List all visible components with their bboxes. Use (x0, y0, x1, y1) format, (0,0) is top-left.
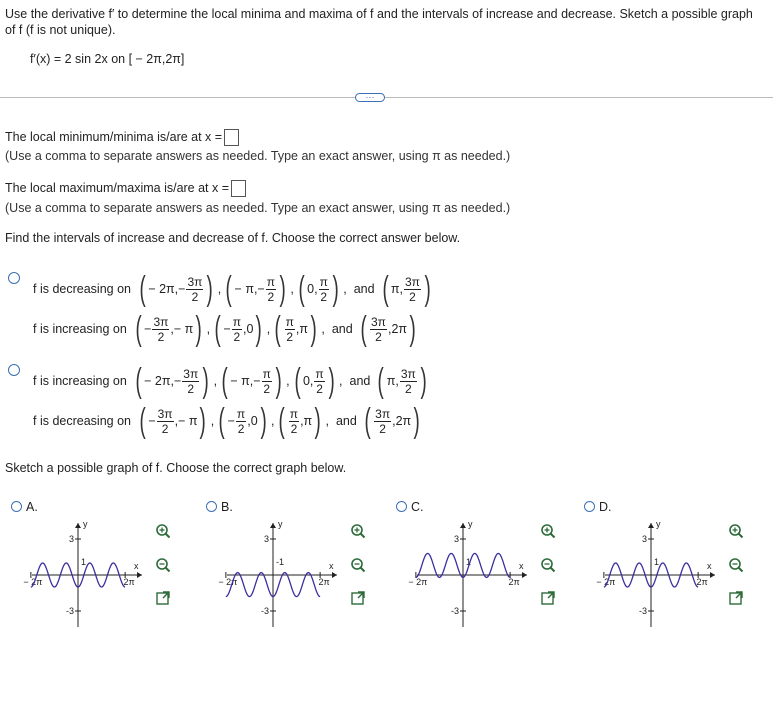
graph-option-3[interactable] (396, 500, 424, 514)
graph-option-letter: B. (221, 500, 233, 514)
choice-1-line-2-label: f is increasing on (33, 322, 127, 336)
section-divider (0, 97, 773, 98)
x-axis-arrow (332, 572, 337, 578)
expand-icon[interactable] (155, 590, 171, 606)
interval-choice-1-radio[interactable] (8, 272, 20, 284)
x-axis-label: x (329, 561, 334, 571)
graph-option-radio[interactable] (11, 501, 22, 512)
graph-plot (408, 515, 535, 635)
interval-choice-2-radio[interactable] (8, 364, 20, 376)
graph-option-letter: A. (26, 500, 38, 514)
y-label-top: 3 (641, 534, 647, 544)
expand-icon[interactable] (350, 590, 366, 606)
x-label-right: 2π (123, 577, 135, 587)
zoom-in-icon[interactable] (155, 523, 171, 539)
choice-1-line-1-label: f is decreasing on (33, 282, 131, 296)
maxima-label: The local maximum/maxima is/are at x = (5, 180, 230, 195)
y-label-top: 3 (68, 534, 74, 544)
x-label-left: − 2π (408, 577, 428, 587)
maxima-input[interactable] (231, 180, 246, 197)
x-axis-label: x (519, 561, 524, 571)
minima-input[interactable] (224, 129, 239, 146)
sketch-prompt: Sketch a possible graph of f. Choose the correct graph below. (5, 461, 347, 475)
maxima-prompt (5, 180, 246, 197)
x-label-left: − 2π (218, 577, 238, 587)
graph-option-1[interactable] (11, 500, 38, 514)
y-axis-label: y (468, 519, 473, 529)
graph-plot (596, 515, 723, 635)
y-axis-label: y (278, 519, 283, 529)
zoom-out-icon[interactable] (728, 557, 744, 573)
y-axis-label: y (83, 519, 88, 529)
y-axis-arrow (648, 523, 654, 528)
x-axis-arrow (522, 572, 527, 578)
graph-option-letter: C. (411, 500, 424, 514)
graph-plot (218, 515, 345, 635)
zoom-in-icon[interactable] (540, 523, 556, 539)
y-label-one: 1 (466, 557, 472, 567)
zoom-out-icon[interactable] (350, 557, 366, 573)
choice-2-line-1-label: f is increasing on (33, 374, 127, 388)
graph-option-radio[interactable] (396, 501, 407, 512)
x-axis-arrow (137, 572, 142, 578)
choice-2-line-2: f is decreasing on ( − $\frac{3\pi}{2}$ , − π ) , ( − $\frac{\pi}{2}$ , 0 ) , ( $\frac{\pi}{2}$ , π ) , and ( $\frac{3\pi}{2}$ , 2π ) (33, 402, 420, 440)
x-label-right: 2π (508, 577, 520, 587)
y-label-one: 1 (81, 557, 87, 567)
y-label-bottom: -3 (450, 606, 459, 616)
zoom-out-icon[interactable] (155, 557, 171, 573)
y-label-bottom: -3 (65, 606, 74, 616)
minima-prompt (5, 129, 239, 146)
intervals-prompt: Find the intervals of increase and decrease of f. Choose the correct answer below. (5, 231, 461, 245)
y-label-bottom: -3 (260, 606, 269, 616)
x-axis-arrow (710, 572, 715, 578)
x-label-left: − 2π (596, 577, 616, 587)
question-instruction: Use the derivative f′ to determine the local minima and maxima of f and the intervals of increase and decrease. Sketch a possible graph of f (f is not unique). (5, 7, 753, 37)
graph-option-letter: D. (599, 500, 612, 514)
choice-2-line-1: f is increasing on ( − 2π, − $\frac{3\pi}{2}$ ) , ( − π, − $\frac{\pi}{2}$ ) , ( 0, $\frac{\pi}{2}$ ) , and ( π, $\frac{3\pi}{2}$ ) (33, 362, 427, 400)
zoom-in-icon[interactable] (728, 523, 744, 539)
graph-option-radio[interactable] (584, 501, 595, 512)
x-axis-label: x (134, 561, 139, 571)
choice-1-line-2: f is increasing on ( − $\frac{3\pi}{2}$ , − π ) , ( − $\frac{\pi}{2}$ , 0 ) , ( $\frac{\pi}{2}$ , π ) , and ( $\frac{3\pi}{2}$ , 2π ) (33, 310, 416, 348)
choice-2-line-2-label: f is decreasing on (33, 414, 131, 428)
maxima-hint: (Use a comma to separate answers as needed. Type an exact answer, using π as needed.) (5, 201, 511, 215)
graph-option-4[interactable] (584, 500, 612, 514)
y-label-top: 3 (263, 534, 269, 544)
y-label-top: 3 (453, 534, 459, 544)
minima-label: The local minimum/minima is/are at x = (5, 129, 223, 144)
x-label-right: 2π (696, 577, 708, 587)
x-label-right: 2π (318, 577, 330, 587)
y-label-one: -1 (276, 557, 285, 567)
zoom-out-icon[interactable] (540, 557, 556, 573)
y-axis-arrow (270, 523, 276, 528)
y-label-one: 1 (654, 557, 660, 567)
y-label-bottom: -3 (638, 606, 647, 616)
minima-hint: (Use a comma to separate answers as needed. Type an exact answer, using π as needed.) (5, 149, 511, 163)
y-axis-arrow (75, 523, 81, 528)
x-label-left: − 2π (23, 577, 43, 587)
expand-icon[interactable] (540, 590, 556, 606)
function-definition: f′(x) = 2 sin 2x on [ − 2π,2π] (30, 52, 185, 66)
expand-icon[interactable] (728, 590, 744, 606)
graph-option-2[interactable] (206, 500, 233, 514)
choice-1-line-1: f is decreasing on ( − 2π, − $\frac{3\pi}{2}$ ) , ( − π, − $\frac{\pi}{2}$ ) , ( 0, $\frac{\pi}{2}$ ) , and ( π, $\frac{3\pi}{2}$ ) (33, 270, 431, 308)
x-axis-label: x (707, 561, 712, 571)
y-axis-label: y (656, 519, 661, 529)
zoom-in-icon[interactable] (350, 523, 366, 539)
more-ellipsis-icon[interactable]: ··· (355, 93, 385, 102)
graph-plot (23, 515, 150, 635)
graph-option-radio[interactable] (206, 501, 217, 512)
y-axis-arrow (460, 523, 466, 528)
